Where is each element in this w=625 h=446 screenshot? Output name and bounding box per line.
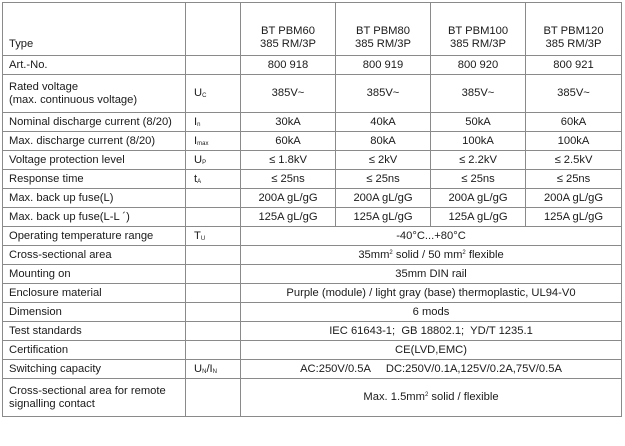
symbol: $U_C$ — [186, 75, 241, 113]
row-certification: Certification CE(LVD,EMC) — [3, 341, 622, 360]
model-header: BT PBM80 385 RM/3P — [336, 3, 431, 56]
row-test-standards: Test standards IEC 61643-1; GB 18802.1; YD/T 1235.1 — [3, 322, 622, 341]
row-dimension: Dimension 6 mods — [3, 303, 622, 322]
row-rated-voltage: Rated voltage (max. continuous voltage) $U_C$ 385V~ 385V~ 385V~ 385V~ — [3, 75, 622, 113]
spec-table — [2, 2, 622, 417]
type-label: Type — [3, 3, 186, 56]
row-nominal-discharge: Nominal discharge current (8/20) $I_n$ 30kA 40kA 50kA 60kA — [3, 113, 622, 132]
row-remote-contact: Cross-sectional area for remote signalling contact Max. $1.5mm^2$ solid / flexible — [3, 379, 622, 417]
row-fuse-ll: Max. back up fuse(L-L ´) 125A gL/gG 125A gL/gG 125A gL/gG 125A gL/gG — [3, 208, 622, 227]
row-mounting: Mounting on 35mm DIN rail — [3, 265, 622, 284]
symbol: $I_n$ — [186, 113, 241, 132]
row-fuse-l: Max. back up fuse(L) 200A gL/gG 200A gL/gG 200A gL/gG 200A gL/gG — [3, 189, 622, 208]
row-temperature: Operating temperature range $T_U$ -40°C...+80°C — [3, 227, 622, 246]
row-artno: Art.-No. 800 918 800 919 800 920 800 921 — [3, 56, 622, 75]
row-cross-section: Cross-sectional area $35mm^2$ solid / 50 $mm^2$ flexible — [3, 246, 622, 265]
symbol: $I_{max}$ — [186, 132, 241, 151]
row-voltage-protection: Voltage protection level $U_P$ ≤ 1.8kV ≤ 2kV ≤ 2.2kV ≤ 2.5kV — [3, 151, 622, 170]
row-response-time: Response time $t_A$ ≤ 25ns ≤ 25ns ≤ 25ns ≤ 25ns — [3, 170, 622, 189]
row-enclosure: Enclosure material Purple (module) / light gray (base) thermoplastic, UL94-V0 — [3, 284, 622, 303]
row-switching-capacity: Switching capacity $U_N/I_N$ AC:250V/0.5A DC:250V/0.1A,125V/0.2A,75V/0.5A — [3, 360, 622, 379]
row-max-discharge: Max. discharge current (8/20) $I_{max}$ 60kA 80kA 100kA 100kA — [3, 132, 622, 151]
header-row — [3, 3, 622, 56]
model-header: BT PBM60 385 RM/3P — [241, 3, 336, 56]
symbol: $t_A$ — [186, 170, 241, 189]
symbol: $U_P$ — [186, 151, 241, 170]
model-header: BT PBM100 385 RM/3P — [431, 3, 526, 56]
symbol: $T_U$ — [186, 227, 241, 246]
symbol: $U_N/I_N$ — [186, 360, 241, 379]
model-header: BT PBM120 385 RM/3P — [526, 3, 622, 56]
